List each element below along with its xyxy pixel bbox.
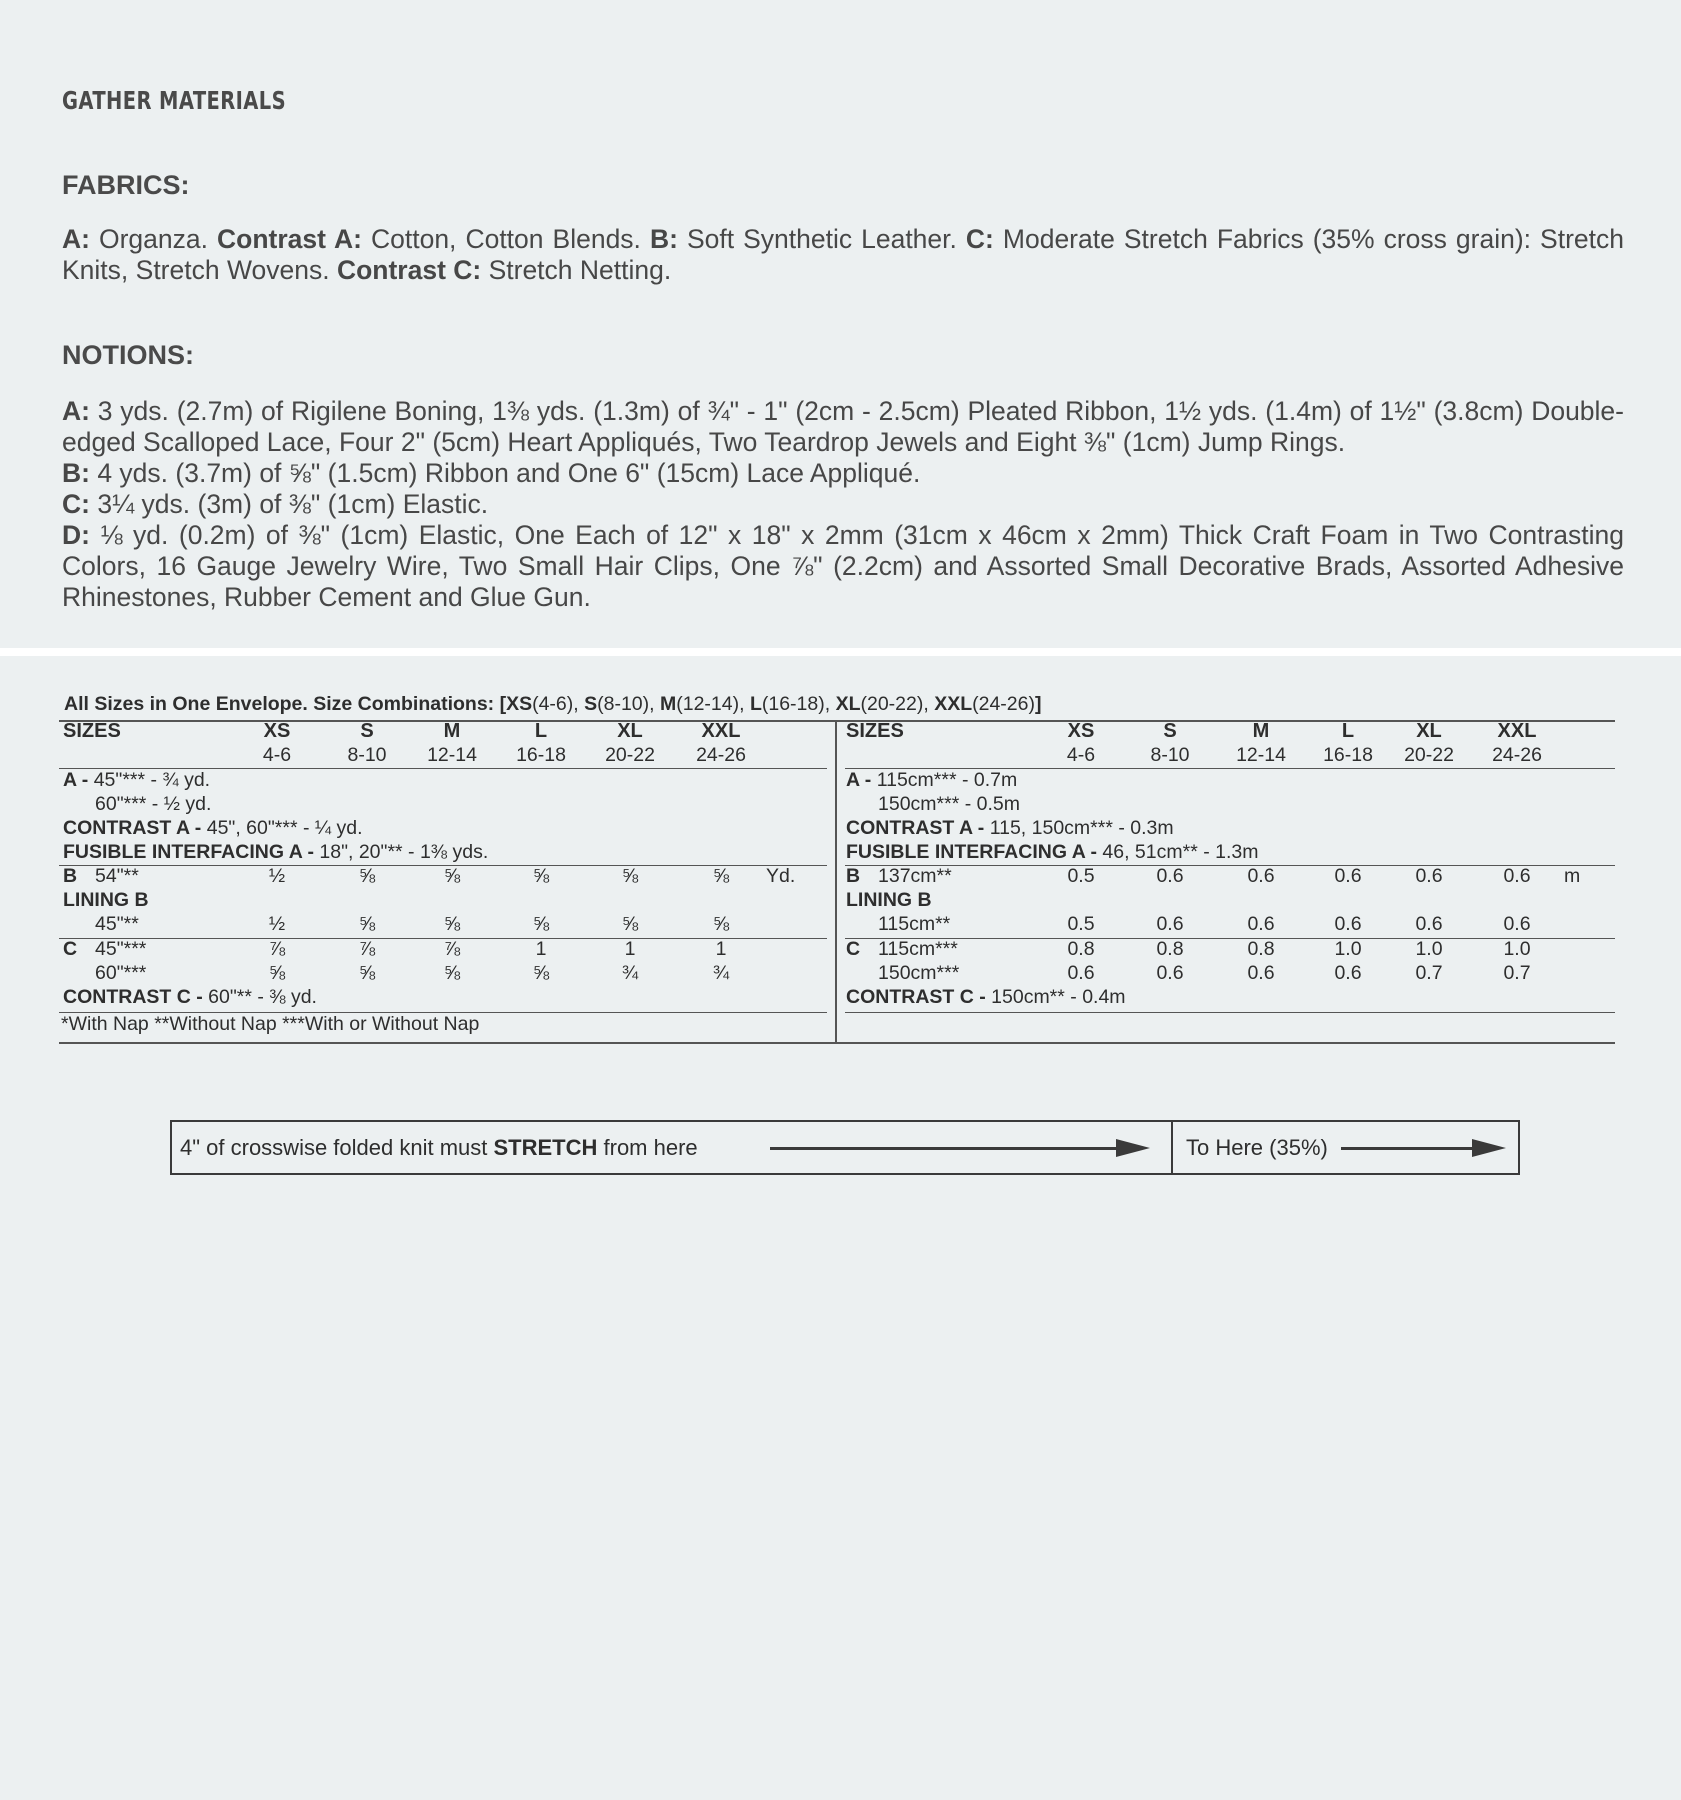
chart-top-rule [59, 720, 1615, 722]
size-col-header: XXL [701, 720, 741, 742]
yardage-value: 1 [535, 938, 547, 960]
notion-text-b: 4 yds. (3.7m) of ⅝" (1.5cm) Ribbon and One 6" (15cm) Lace Appliqué. [89, 458, 921, 488]
caption-size: XS [506, 693, 533, 715]
fabric-label-contrast-a: Contrast A: [217, 224, 362, 254]
contrast-c-row [63, 986, 317, 1009]
contrast-c-row [846, 986, 1126, 1009]
view-a-row-2: 150cm*** - 0.5m [878, 793, 1020, 815]
caption-size: XXL [934, 693, 973, 715]
yardage-value: 0.6 [1247, 913, 1275, 935]
yardage-value: ⅝ [712, 865, 730, 887]
size-col-header: S [360, 720, 374, 742]
yardage-value: ½ [268, 913, 286, 935]
yardage-value: 0.7 [1415, 962, 1443, 984]
caption-size: XL [835, 693, 861, 715]
fabric-label-a: A: [62, 224, 90, 254]
arrow-right-icon [1472, 1139, 1506, 1157]
yardage-value: ⅞ [268, 938, 286, 960]
arrow-right-icon [1116, 1139, 1150, 1157]
yardage-value: ½ [268, 865, 286, 887]
contrast-a-row [63, 817, 363, 840]
contrast-c-row-label: CONTRAST C - [846, 986, 992, 1008]
stretch-gauge [170, 1120, 1520, 1175]
yardage-value: ⅝ [268, 962, 286, 984]
yardage-value: ⅝ [443, 962, 461, 984]
contrast-a-row-text: 115, 150cm*** - 0.3m [989, 817, 1174, 839]
yardage-value: 0.6 [1067, 962, 1095, 984]
size-col-header: XL [1416, 720, 1442, 742]
panel-divider [0, 648, 1681, 656]
caption-range: (24-26) [972, 693, 1035, 715]
caption-size: S [584, 693, 598, 715]
size-range: 12-14 [427, 744, 477, 766]
yardage-value: ⅝ [621, 865, 639, 887]
fabric-text-contrast-c: Stretch Netting. [481, 255, 672, 285]
lining-b-label: LINING B [63, 889, 149, 911]
contrast-c-row-label: CONTRAST C - [63, 986, 209, 1008]
yardage-value: ¾ [712, 962, 730, 984]
contrast-a-row-label: CONTRAST A - [63, 817, 207, 839]
yardage-value: ⅞ [358, 938, 376, 960]
fusible-row [846, 841, 1258, 864]
yardage-value: ⅝ [358, 865, 376, 887]
yardage-value: 0.5 [1067, 865, 1095, 887]
fabric-label-c: C: [965, 224, 994, 254]
gauge-left-pre: 4" of crosswise folded knit must [180, 1135, 494, 1160]
notion-text-a: 3 yds. (2.7m) of Rigilene Boning, 1⅜ yds. (1.3m) of ¾" - 1" (2cm - 2.5cm) Pleated Ribbon, 1½ yds. (1.4m) of 1½" (3.8cm) Double-edged Scalloped Lace, Four 2" (5cm) Heart Appliqués, Two Teardrop Jewels and Eight ⅜" (1cm) Jump Rings. [62, 396, 1624, 457]
yardage-value: ⅝ [532, 913, 550, 935]
lining-b-width: 45"** [95, 913, 139, 935]
notions-heading: NOTIONS: [62, 340, 194, 370]
size-col-header: XS [263, 720, 291, 742]
fusible-row-text: 18", 20"** - 1⅜ yds. [319, 841, 489, 863]
yardage-value: ⅝ [358, 962, 376, 984]
yardage-chart [59, 720, 1615, 1043]
fusible-row [63, 841, 488, 864]
view-b-width: 137cm** [878, 865, 952, 887]
contrast-a-row-text: 45", 60"*** - ¼ yd. [206, 817, 363, 839]
yardage-value: 0.6 [1415, 865, 1443, 887]
yardage-value: 1.0 [1415, 938, 1443, 960]
view-c-width: 150cm*** [878, 962, 960, 984]
yardage-value: ⅝ [443, 913, 461, 935]
yardage-value: ⅝ [443, 865, 461, 887]
view-c-label: C [63, 938, 78, 960]
view-a-row-text: 45"*** - ¾ yd. [93, 769, 211, 791]
contrast-c-row-text: 150cm** - 0.4m [991, 986, 1126, 1008]
chart-center-rule [835, 720, 837, 1043]
size-range: 4-6 [262, 744, 292, 766]
yardage-value: ⅝ [358, 913, 376, 935]
notions-text [62, 396, 1624, 613]
page-title: GATHER MATERIALS [62, 86, 287, 115]
size-col-header: M [1252, 720, 1270, 742]
fabric-label-contrast-c: Contrast C: [336, 255, 482, 285]
yardage-value: ⅝ [712, 913, 730, 935]
yardage-value: 1 [715, 938, 727, 960]
fusible-row-label: FUSIBLE INTERFACING A - [846, 841, 1103, 863]
yardage-value: 0.6 [1156, 865, 1184, 887]
view-a-row-text: 115cm*** - 0.7m [876, 769, 1018, 791]
gauge-arrow-right-shaft [1341, 1147, 1476, 1150]
size-col-header: XS [1067, 720, 1095, 742]
view-a-row [63, 769, 210, 792]
gauge-right-label: To Here (35%) [1186, 1135, 1328, 1160]
contrast-a-row [846, 817, 1174, 840]
gauge-left-label [180, 1135, 698, 1161]
caption-size: M [659, 693, 677, 715]
unit-label: Yd. [766, 865, 796, 887]
caption-range: (16-18), [761, 693, 836, 715]
fabric-text-contrast-a: Cotton, Cotton Blends. [361, 224, 650, 254]
gauge-left-post: from here [597, 1135, 698, 1160]
size-range: 24-26 [696, 744, 746, 766]
yardage-value: 0.6 [1334, 865, 1362, 887]
size-range: 16-18 [516, 744, 566, 766]
fusible-row-text: 46, 51cm** - 1.3m [1102, 841, 1259, 863]
yardage-value: 0.8 [1156, 938, 1184, 960]
notion-item-d [62, 520, 1624, 613]
notion-label-a: A: [62, 396, 90, 426]
view-a-row [846, 769, 1017, 792]
yardage-value: 0.6 [1503, 865, 1531, 887]
view-b-width: 54"** [95, 865, 139, 887]
size-col-header: L [534, 720, 548, 742]
contrast-c-row-text: 60"** - ⅜ yd. [208, 986, 317, 1008]
yardage-value: ¾ [621, 962, 639, 984]
yardage-value: 1.0 [1334, 938, 1362, 960]
yardage-value: 0.6 [1247, 865, 1275, 887]
row-rule [845, 1012, 1615, 1013]
fabric-text-c: Moderate Stretch Fabrics (35% cross grain): Stretch Knits, Stretch Wovens. [62, 224, 1625, 285]
gauge-arrow-left-shaft [770, 1147, 1120, 1150]
yardage-value: 0.6 [1156, 962, 1184, 984]
notion-label-b: B: [62, 458, 90, 488]
yardage-value: 1.0 [1503, 938, 1531, 960]
size-range: 8-10 [347, 744, 387, 766]
fusible-row-label: FUSIBLE INTERFACING A - [63, 841, 320, 863]
contrast-a-row-label: CONTRAST A - [846, 817, 990, 839]
caption-range: (8-10), [597, 693, 660, 715]
chart-caption [64, 693, 1042, 716]
size-col-header: M [443, 720, 461, 742]
size-range: 8-10 [1150, 744, 1190, 766]
yardage-value: 0.6 [1156, 913, 1184, 935]
view-a-row-label: A - [846, 769, 877, 791]
size-col-header: L [1341, 720, 1355, 742]
yardage-value: 0.6 [1334, 913, 1362, 935]
notion-text-d: ⅛ yd. (0.2m) of ⅜" (1cm) Elastic, One Each of 12" x 18" x 2mm (31cm x 46cm x 2mm) Thick Craft Foam in Two Contrasting Colors, 16 Gauge Jewelry Wire, Two Small Hair Clips, One ⅞" (2.2cm) and Assorted Small Decorative Brads, Assorted Adhesive Rhinestones, Rubber Cement and Glue Gun. [62, 520, 1624, 612]
caption-range: (4-6), [532, 693, 585, 715]
yardage-value: 0.8 [1247, 938, 1275, 960]
size-range: 24-26 [1492, 744, 1542, 766]
view-b-label: B [63, 865, 78, 887]
yardage-value: ⅝ [621, 913, 639, 935]
notion-item-c [62, 489, 1624, 520]
notion-item-a [62, 396, 1624, 458]
unit-label: m [1564, 865, 1581, 887]
fabric-label-b: B: [649, 224, 678, 254]
caption-end: ] [1035, 693, 1042, 715]
size-range: 20-22 [1404, 744, 1454, 766]
view-b-label: B [846, 865, 861, 887]
chart-bottom-rule [59, 1042, 1615, 1044]
yardage-value: ⅝ [532, 962, 550, 984]
caption-range: (12-14), [676, 693, 750, 715]
fabric-text-b: Soft Synthetic Leather. [677, 224, 966, 254]
size-range: 20-22 [605, 744, 655, 766]
lining-b-width: 115cm** [878, 913, 951, 935]
view-c-width: 45"*** [95, 938, 147, 960]
yardage-value: 0.6 [1415, 913, 1443, 935]
row-rule [845, 865, 1615, 866]
fabrics-text [62, 224, 1624, 286]
yardage-value: 0.8 [1067, 938, 1095, 960]
gauge-divider [1171, 1122, 1173, 1173]
size-range: 16-18 [1323, 744, 1373, 766]
fabric-text-a: Organza. [89, 224, 218, 254]
notion-text-c: 3¼ yds. (3m) of ⅜" (1cm) Elastic. [89, 489, 489, 519]
yardage-value: 0.5 [1067, 913, 1095, 935]
view-c-width: 60"*** [95, 962, 147, 984]
fabrics-heading: FABRICS: [62, 170, 190, 200]
row-rule [845, 938, 1615, 939]
view-c-label: C [846, 938, 861, 960]
yardage-value: 0.7 [1503, 962, 1531, 984]
notion-label-d: D: [62, 520, 90, 550]
view-a-row-label: A - [63, 769, 94, 791]
yardage-value: ⅞ [443, 938, 461, 960]
yardage-value: 0.6 [1503, 913, 1531, 935]
view-a-row-2: 60"*** - ½ yd. [95, 793, 212, 815]
gauge-stretch-word: STRETCH [493, 1135, 598, 1160]
caption-range: (20-22), [860, 693, 935, 715]
view-c-width: 115cm*** [878, 938, 958, 960]
caption-size: L [749, 693, 762, 715]
size-range: 4-6 [1066, 744, 1096, 766]
yardage-value: 1 [624, 938, 636, 960]
nap-footnote: *With Nap **Without Nap ***With or Without Nap [61, 1013, 480, 1035]
yardage-value: 0.6 [1334, 962, 1362, 984]
caption-lead: All Sizes in One Envelope. Size Combinations: [ [64, 693, 507, 715]
size-col-header: S [1163, 720, 1177, 742]
lining-b-label: LINING B [846, 889, 932, 911]
notion-item-b [62, 458, 1624, 489]
size-col-header: XL [617, 720, 643, 742]
sizes-header: SIZES [63, 720, 121, 742]
sizes-header: SIZES [846, 720, 904, 742]
yardage-value: ⅝ [532, 865, 550, 887]
yardage-value: 0.6 [1247, 962, 1275, 984]
size-range: 12-14 [1236, 744, 1286, 766]
size-col-header: XXL [1497, 720, 1537, 742]
notion-label-c: C: [62, 489, 90, 519]
